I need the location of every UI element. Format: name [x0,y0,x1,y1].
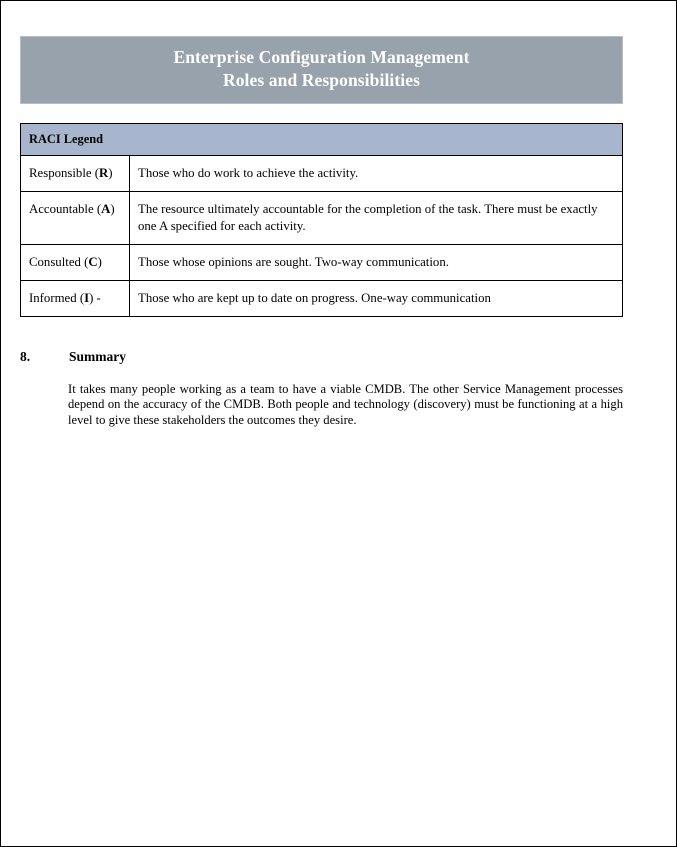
term-tag: I [84,291,90,305]
title-line-1: Enterprise Configuration Management [173,47,470,67]
table-row [21,281,623,317]
term-suffix: ) [108,166,113,180]
term-suffix: ) [97,255,102,269]
term-cell-responsible [21,156,130,192]
term-suffix: ) [110,202,115,216]
description-cell-informed: Those who are kept up to date on progress. One-way communication [130,281,623,317]
title-line-2: Roles and Responsibilities [222,70,421,90]
term-tag: C [88,255,98,269]
table-header-row [21,124,623,156]
term-text: Accountable ( [29,202,102,216]
term-text: Informed ( [29,291,85,305]
description-cell-consulted: Those whose opinions are sought. Two-way communication. [130,245,623,281]
term-text: Consulted ( [29,255,89,269]
title-banner [20,36,623,104]
term-cell-accountable [21,192,130,245]
raci-legend-table [20,123,623,317]
table-row [21,156,623,192]
description-cell-accountable: The resource ultimately accountable for the completion of the task. There must be exactly one A specified for each activity. [130,192,623,245]
summary-paragraph: It takes many people working as a team to have a viable CMDB. The other Service Management processes depend on the accuracy of the CMDB. Both people and technology (discovery) must be functioning at a high level to give these stakeholders the outcomes they desire. [68,382,623,427]
table-row [21,192,623,245]
term-cell-informed [21,281,130,317]
table-row [21,245,623,281]
summary-heading [20,348,623,366]
summary-section-title: Summary [69,349,126,364]
summary-section-number: 8. [20,349,31,364]
term-cell-consulted [21,245,130,281]
term-suffix: ) - [89,291,101,305]
term-tag: R [99,166,109,180]
raci-legend-header: RACI Legend [21,124,623,156]
description-cell-responsible: Those who do work to achieve the activity. [130,156,623,192]
term-tag: A [101,202,111,216]
page-content [20,36,623,441]
term-text: Responsible ( [29,166,100,180]
